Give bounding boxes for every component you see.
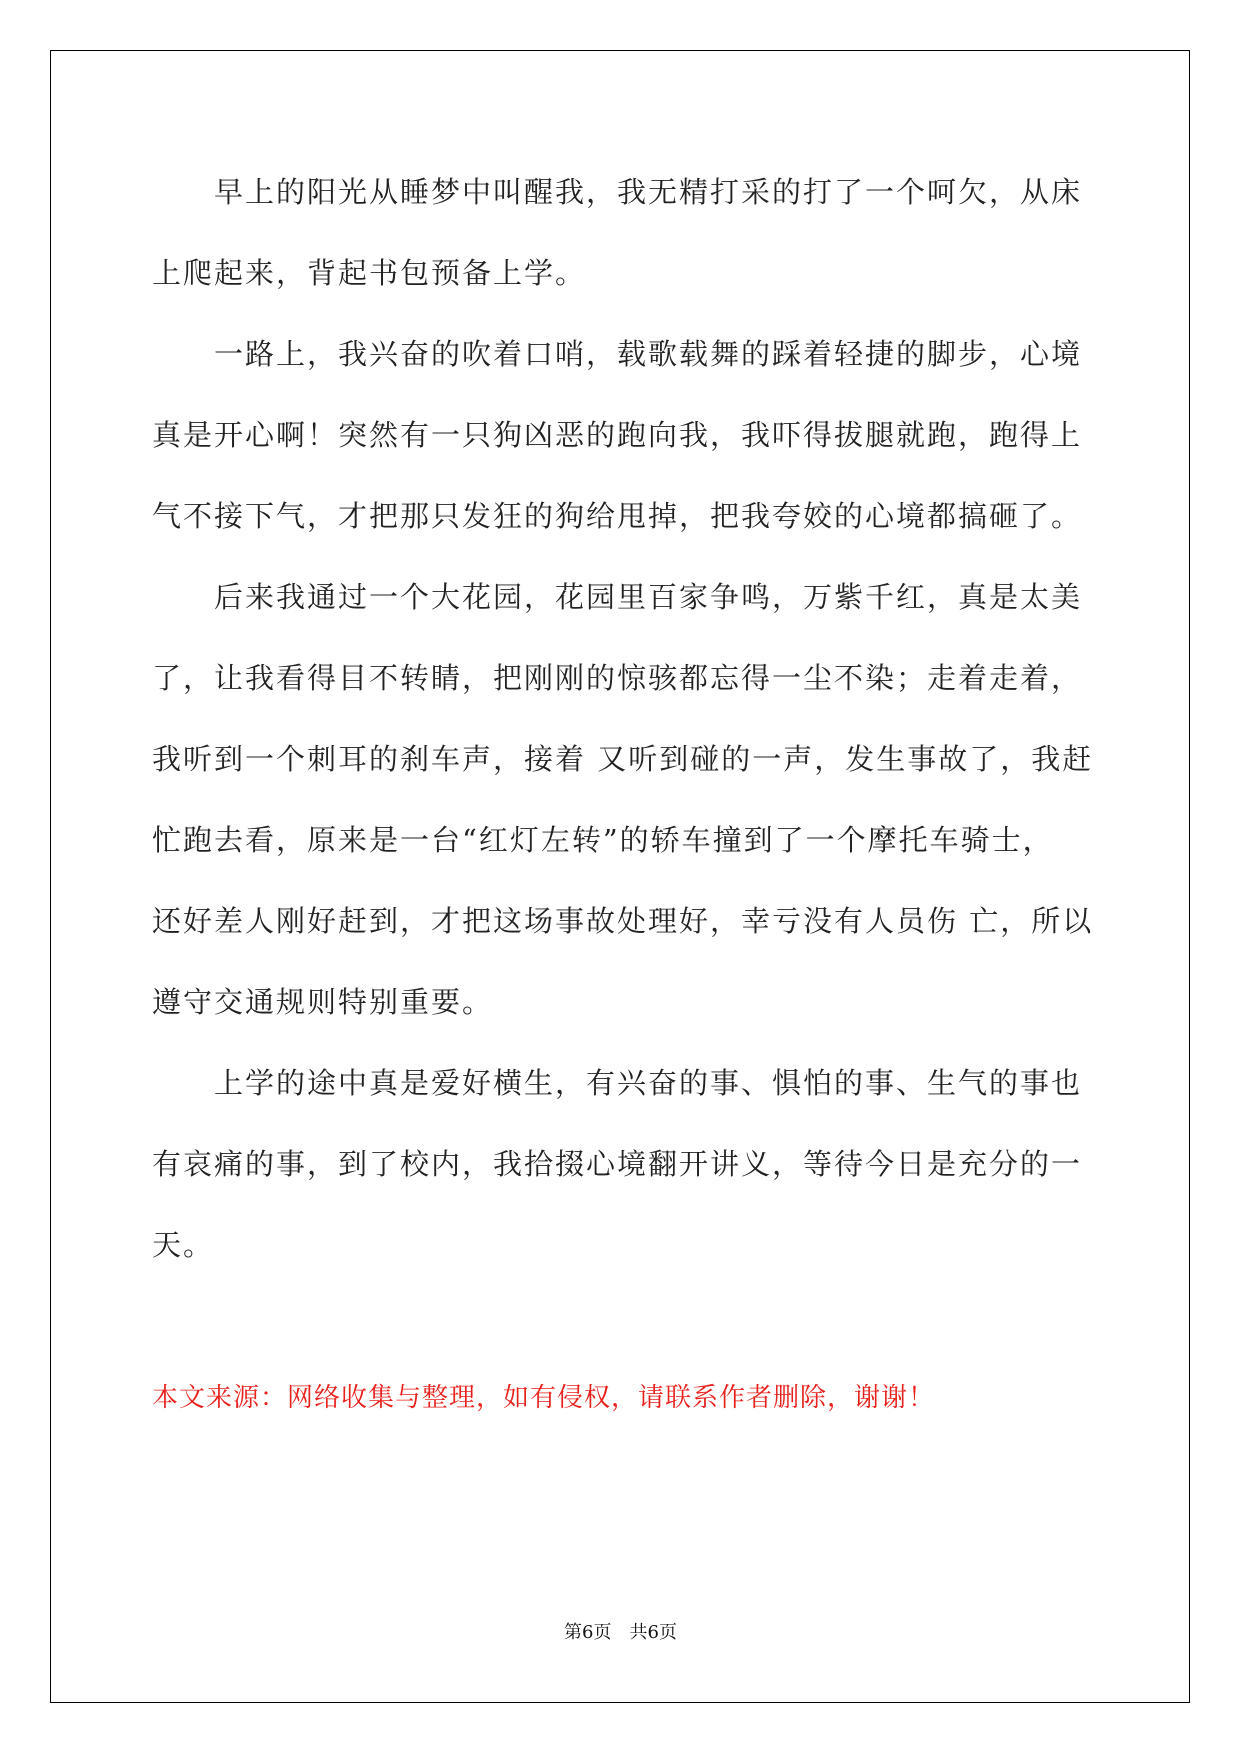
paragraph-3-line-4: 忙跑去看，原来是一台“红灯左转”的轿车撞到了一个摩托车骑士， — [152, 823, 1054, 857]
page-border — [50, 50, 1190, 1703]
source-disclaimer: 本文来源：网络收集与整理，如有侵权，请联系作者删除，谢谢！ — [152, 1383, 936, 1413]
paragraph-1-line-1: 早上的阳光从睡梦中叫醒我，我无精打采的打了一个呵欠，从床 — [214, 175, 1083, 209]
paragraph-2-line-1: 一路上，我兴奋的吹着口哨，载歌载舞的踩着轻捷的脚步，心境 — [214, 337, 1083, 371]
paragraph-3-line-6: 遵守交通规则特别重要。 — [152, 985, 494, 1019]
paragraph-3-line-1: 后来我通过一个大花园，花园里百家争鸣，万紫千红，真是太美 — [214, 580, 1083, 614]
paragraph-2-line-2: 真是开心啊！突然有一只狗凶恶的跑向我，我吓得拔腿就跑，跑得上 — [152, 418, 1083, 452]
paragraph-3-line-2: 了，让我看得目不转睛，把刚刚的惊骇都忘得一尘不染；走着走着， — [152, 661, 1083, 695]
page-number-footer: 第6页 共6页 — [564, 1622, 677, 1643]
paragraph-4-line-3: 天。 — [152, 1228, 215, 1262]
paragraph-3-line-5: 还好差人刚好赶到，才把这场事故处理好，幸亏没有人员伤 亡，所以 — [152, 904, 1094, 938]
paragraph-1-line-2: 上爬起来，背起书包预备上学。 — [152, 256, 587, 290]
paragraph-4-line-1: 上学的途中真是爱好横生，有兴奋的事、惧怕的事、生气的事也 — [214, 1066, 1083, 1100]
paragraph-4-line-2: 有哀痛的事，到了校内，我拾掇心境翻开讲义，等待今日是充分的一 — [152, 1147, 1083, 1181]
paragraph-3-line-3: 我听到一个刺耳的刹车声，接着 又听到碰的一声，发生事故了，我赶 — [152, 742, 1094, 776]
paragraph-2-line-3: 气不接下气，才把那只发狂的狗给甩掉，把我夸姣的心境都搞砸了。 — [152, 499, 1083, 533]
